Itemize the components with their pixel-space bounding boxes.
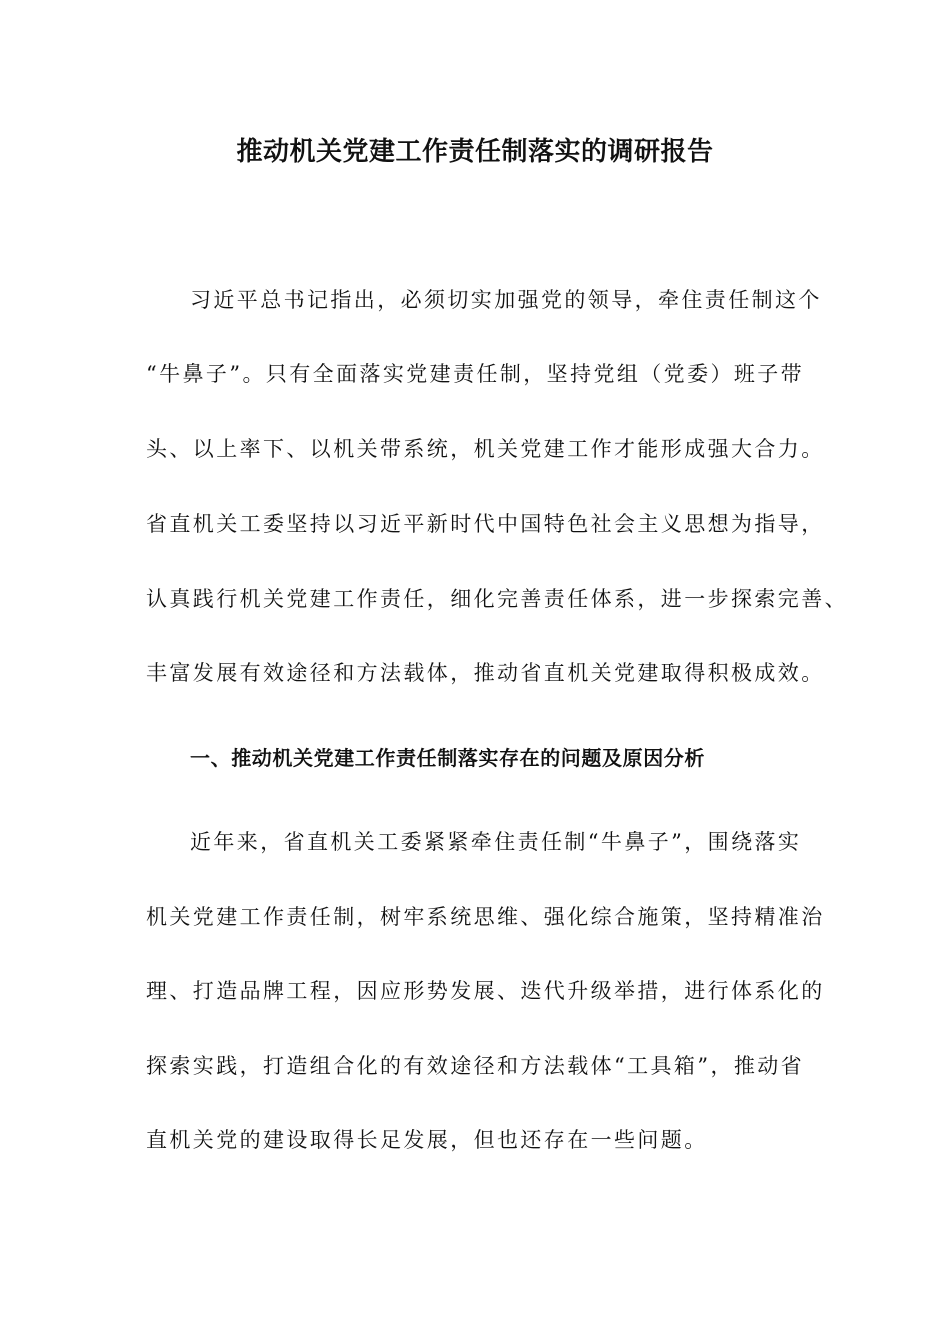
section-heading: 一、推动机关党建工作责任制落实存在的问题及原因分析 [190,746,705,770]
paragraph-line: 丰富发展有效途径和方法载体，推动省直机关党建取得积极成效。 [146,661,825,685]
paragraph-line: 直机关党的建设取得长足发展，但也还存在一些问题。 [146,1128,708,1152]
document-title: 推动机关党建工作责任制落实的调研报告 [236,137,714,167]
paragraph-line: 机关党建工作责任制，树牢系统思维、强化综合施策，坚持精准治 [146,905,825,929]
paragraph-line: 探索实践，打造组合化的有效途径和方法载体“工具箱”，推动省 [146,1054,805,1078]
paragraph-line: 理、打造品牌工程，因应形势发展、迭代升级举措，进行体系化的 [146,979,825,1003]
paragraph-line: 头、以上率下、以机关带系统，机关党建工作才能形成强大合力。 [146,437,825,461]
paragraph-line: 省直机关工委坚持以习近平新时代中国特色社会主义思想为指导， [146,512,825,536]
paragraph-line: 习近平总书记指出，必须切实加强党的领导，牵住责任制这个 [190,288,822,312]
paragraph-line: 认真践行机关党建工作责任，细化完善责任体系，进一步探索完善、 [146,587,848,611]
paragraph-line: “牛鼻子”。只有全面落实党建责任制，坚持党组（党委）班子带 [146,362,805,386]
paragraph-line: 近年来，省直机关工委紧紧牵住责任制“牛鼻子”，围绕落实 [190,830,802,854]
